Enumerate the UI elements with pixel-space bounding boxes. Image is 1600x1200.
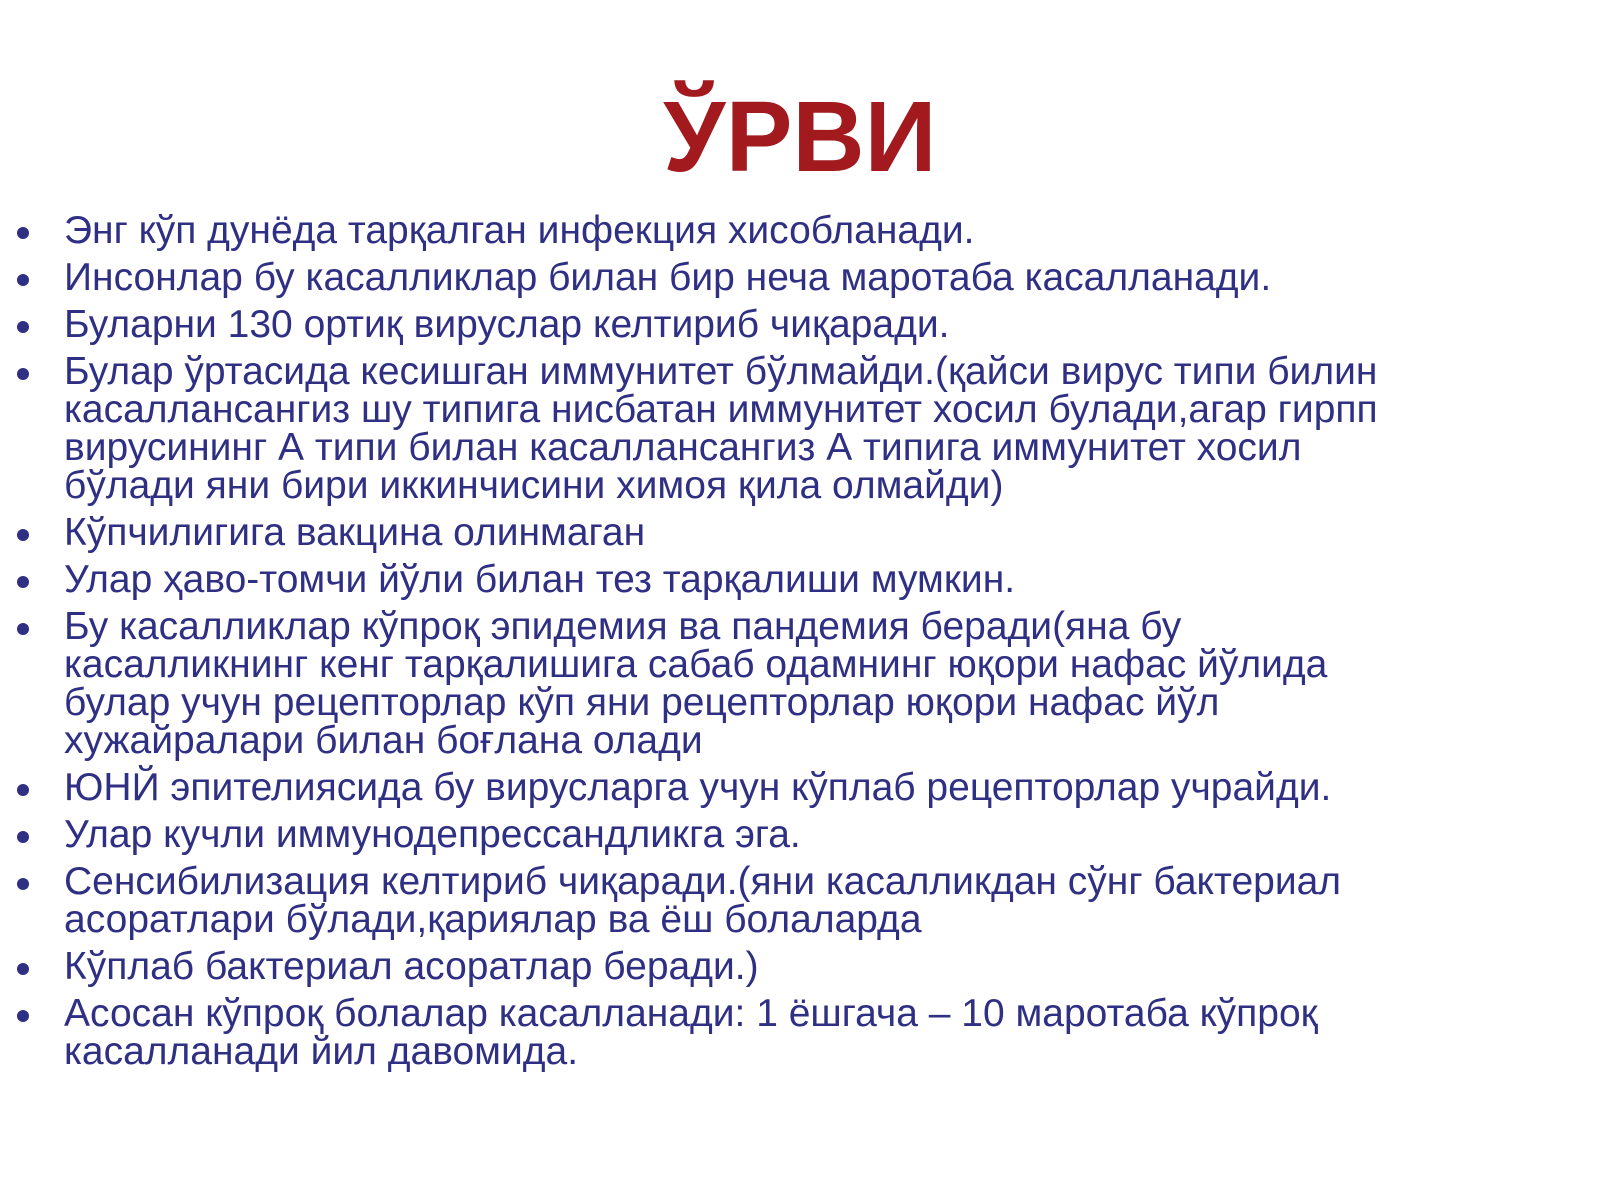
bullet-dot-icon — [17, 831, 29, 843]
bullet-text: Бу касалликлар кўпроқ эпидемия ва пандемия беради(яна бу касалликнинг кенг тарқалишига сабаб одамнинг юқори нафас йўлида булар учун рецепторлар кўп яни рецепторлар юқори нафас йўл хужайралари билан боғлана олади — [64, 605, 1328, 762]
bullet-dot-icon — [17, 963, 29, 975]
bullet-text: Кўплаб бактериал асоратлар беради.) — [64, 945, 759, 988]
bullet-text: Буларни 130 ортиқ вируслар келтириб чиқаради. — [64, 303, 950, 346]
list-item — [0, 209, 1600, 252]
bullet-dot-icon — [17, 1010, 29, 1022]
list-item — [0, 350, 1600, 507]
bullet-dot-icon — [17, 878, 29, 890]
bullet-text: Асосан кўпроқ болалар касалланади: 1 ёшгача – 10 маротаба кўпроқ касалланади йил давомида. — [64, 992, 1318, 1073]
bullet-text: Булар ўртасида кесишган иммунитет бўлмайди.(қайси вирус типи билин касаллансангиз шу типига нисбатан иммунитет хосил булади,агар гирпп вирусининг А типи билан касаллансангиз А типига иммунитет хосил бўлади яни бири иккинчисини химоя қила олмайди) — [64, 350, 1378, 507]
bullet-list — [0, 209, 1600, 1080]
bullet-dot-icon — [17, 321, 29, 333]
bullet-dot-icon — [17, 576, 29, 588]
list-item — [0, 605, 1600, 762]
list-item — [0, 945, 1600, 988]
bullet-dot-icon — [17, 529, 29, 541]
bullet-dot-icon — [17, 368, 29, 380]
bullet-text: Сенсибилизация келтириб чиқаради.(яни касалликдан сўнг бактериал асоратлари бўлади,қариялар ва ёш болаларда — [64, 860, 1342, 941]
list-item — [0, 860, 1600, 941]
bullet-text: Улар ҳаво-томчи йўли билан тез тарқалиши мумкин. — [64, 558, 1016, 601]
bullet-text: Инсонлар бу касалликлар билан бир неча маротаба касалланади. — [64, 256, 1272, 299]
bullet-text: Кўпчилигига вакцина олинмаган — [64, 511, 646, 554]
list-item — [0, 766, 1600, 809]
list-item — [0, 256, 1600, 299]
bullet-dot-icon — [17, 227, 29, 239]
bullet-dot-icon — [17, 274, 29, 286]
bullet-dot-icon — [17, 784, 29, 796]
list-item — [0, 303, 1600, 346]
list-item — [0, 813, 1600, 856]
list-item — [0, 992, 1600, 1073]
bullet-dot-icon — [17, 623, 29, 635]
list-item — [0, 558, 1600, 601]
slide-title: ЎРВИ — [663, 81, 937, 193]
bullet-text: ЮНЙ эпителиясида бу вирусларга учун кўплаб рецепторлар учрайди. — [64, 766, 1332, 809]
list-item — [0, 511, 1600, 554]
bullet-text: Энг кўп дунёда тарқалган инфекция хисобланади. — [64, 209, 975, 252]
bullet-text: Улар кучли иммунодепрессандликга эга. — [64, 813, 801, 856]
